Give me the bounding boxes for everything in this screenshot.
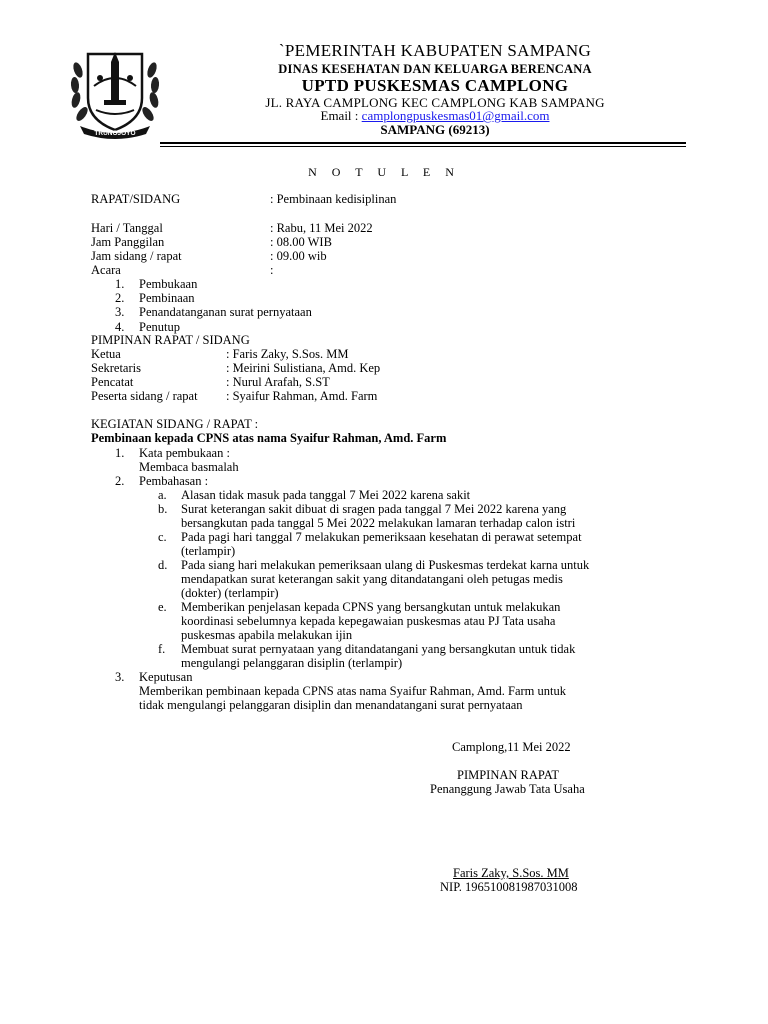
sekretaris-value: : Meirini Sulistiana, Amd. Kep	[226, 361, 381, 375]
agenda-num: 2.	[115, 291, 125, 305]
agenda-item: Penandatanganan surat pernyataan	[139, 305, 312, 319]
kegiatan-num: 3.	[115, 670, 125, 684]
panggilan-label: Jam Panggilan	[91, 235, 165, 249]
signature-place-date: Camplong,11 Mei 2022	[452, 740, 571, 754]
signature-role: PIMPINAN RAPAT	[457, 768, 559, 782]
kop-address: JL. RAYA CAMPLONG KEC CAMPLONG KAB SAMPANG	[265, 95, 605, 110]
subitem-line: Memberikan penjelasan kepada CPNS yang bersangkutan untuk melakukan	[181, 600, 561, 614]
hari-label: Hari / Tanggal	[91, 221, 163, 235]
kegiatan-item-title: Pembahasan :	[139, 474, 209, 488]
sampang-regency-seal-icon	[66, 40, 164, 140]
email-link[interactable]: camplongpuskesmas01@gmail.com	[361, 108, 550, 123]
subitem-letter: f.	[158, 642, 166, 656]
header-divider-thin	[160, 146, 686, 147]
sekretaris-label: Sekretaris	[91, 361, 141, 375]
kegiatan-item-text: Membaca basmalah	[139, 460, 239, 474]
sidang-label: Jam sidang / rapat	[91, 249, 182, 263]
kop-postcode: SAMPANG (69213)	[380, 122, 490, 137]
logo-ribbon-text: TRUNOJOYO	[94, 130, 136, 137]
ketua-value: : Faris Zaky, S.Sos. MM	[226, 347, 349, 361]
pencatat-value: : Nurul Arafah, S.ST	[226, 375, 330, 389]
header-divider-thick	[160, 142, 686, 144]
subitem-line: bersangkutan pada tanggal 5 Mei 2022 melakukan lamaran terhadap calon istri	[181, 516, 576, 530]
subitem-line: mengulangi pelanggaran disiplin (terlampir)	[181, 656, 403, 670]
pencatat-label: Pencatat	[91, 375, 134, 389]
subitem-line: Pada pagi hari tanggal 7 melakukan pemeriksaan kesehatan di perawat setempat	[181, 530, 582, 544]
subitem-line: Alasan tidak masuk pada tanggal 7 Mei 2022 karena sakit	[181, 488, 471, 502]
kegiatan-item-title: Keputusan	[139, 670, 193, 684]
kop-pemerintah: `PEMERINTAH KABUPATEN SAMPANG	[278, 41, 592, 60]
kegiatan-item-text: tidak mengulangi pelanggaran disiplin dan menandatangani surat pernyataan	[139, 698, 523, 712]
subitem-letter: c.	[158, 530, 167, 544]
rapat-value: : Pembinaan kedisiplinan	[270, 192, 397, 206]
subitem-line: Surat keterangan sakit dibuat di sragen pada tanggal 7 Mei 2022 karena yang	[181, 502, 567, 516]
signature-position: Penanggung Jawab Tata Usaha	[430, 782, 585, 796]
agenda-num: 1.	[115, 277, 125, 291]
subitem-line: (dokter) (terlampir)	[181, 586, 279, 600]
agenda-item: Penutup	[139, 320, 180, 334]
acara-label: Acara	[91, 263, 121, 277]
subitem-line: Membuat surat pernyataan yang ditandatangani yang bersangkutan untuk tidak	[181, 642, 576, 656]
acara-value: :	[270, 263, 274, 277]
kegiatan-heading: KEGIATAN SIDANG / RAPAT :	[91, 417, 259, 431]
agenda-num: 4.	[115, 320, 125, 334]
subitem-letter: a.	[158, 488, 167, 502]
kegiatan-item-text: Memberikan pembinaan kepada CPNS atas nama Syaifur Rahman, Amd. Farm untuk	[139, 684, 566, 698]
subitem-line: Pada siang hari melakukan pemeriksaan ulang di Puskesmas terdekat karna untuk	[181, 558, 590, 572]
signature-name: Faris Zaky, S.Sos. MM	[453, 866, 569, 880]
sidang-value: : 09.00 wib	[270, 249, 327, 263]
kop-uptd: UPTD PUSKESMAS CAMPLONG	[301, 76, 569, 95]
subitem-letter: b.	[158, 502, 168, 516]
signature-nip: NIP. 196510081987031008	[440, 880, 578, 894]
agenda-item: Pembinaan	[139, 291, 195, 305]
ketua-label: Ketua	[91, 347, 121, 361]
subitem-line: (terlampir)	[181, 544, 236, 558]
subitem-letter: e.	[158, 600, 167, 614]
peserta-value: : Syaifur Rahman, Amd. Farm	[226, 389, 378, 403]
subitem-line: puskesmas apabila melakukan ijin	[181, 628, 353, 642]
pimpinan-heading: PIMPINAN RAPAT / SIDANG	[91, 333, 250, 347]
kegiatan-item-title: Kata pembukaan :	[139, 446, 230, 460]
panggilan-value: : 08.00 WIB	[270, 235, 332, 249]
kegiatan-num: 2.	[115, 474, 125, 488]
subitem-line: koordinasi sebelumnya kepada kepegawaian puskesmas atau PJ Tata usaha	[181, 614, 556, 628]
peserta-label: Peserta sidang / rapat	[91, 389, 198, 403]
agenda-item: Pembukaan	[139, 277, 198, 291]
subitem-letter: d.	[158, 558, 168, 572]
kegiatan-subheading: Pembinaan kepada CPNS atas nama Syaifur Rahman, Amd. Farm	[91, 431, 447, 445]
kegiatan-num: 1.	[115, 446, 125, 460]
agenda-num: 3.	[115, 305, 125, 319]
hari-value: : Rabu, 11 Mei 2022	[270, 221, 373, 235]
email-label: Email :	[320, 108, 362, 123]
kop-dinas: DINAS KESEHATAN DAN KELUARGA BERENCANA	[278, 62, 592, 76]
subitem-line: mendapatkan surat keterangan sakit yang ditandatangani oleh petugas medis	[181, 572, 563, 586]
rapat-label: RAPAT/SIDANG	[91, 192, 181, 206]
document-title: N O T U L E N	[308, 165, 460, 179]
